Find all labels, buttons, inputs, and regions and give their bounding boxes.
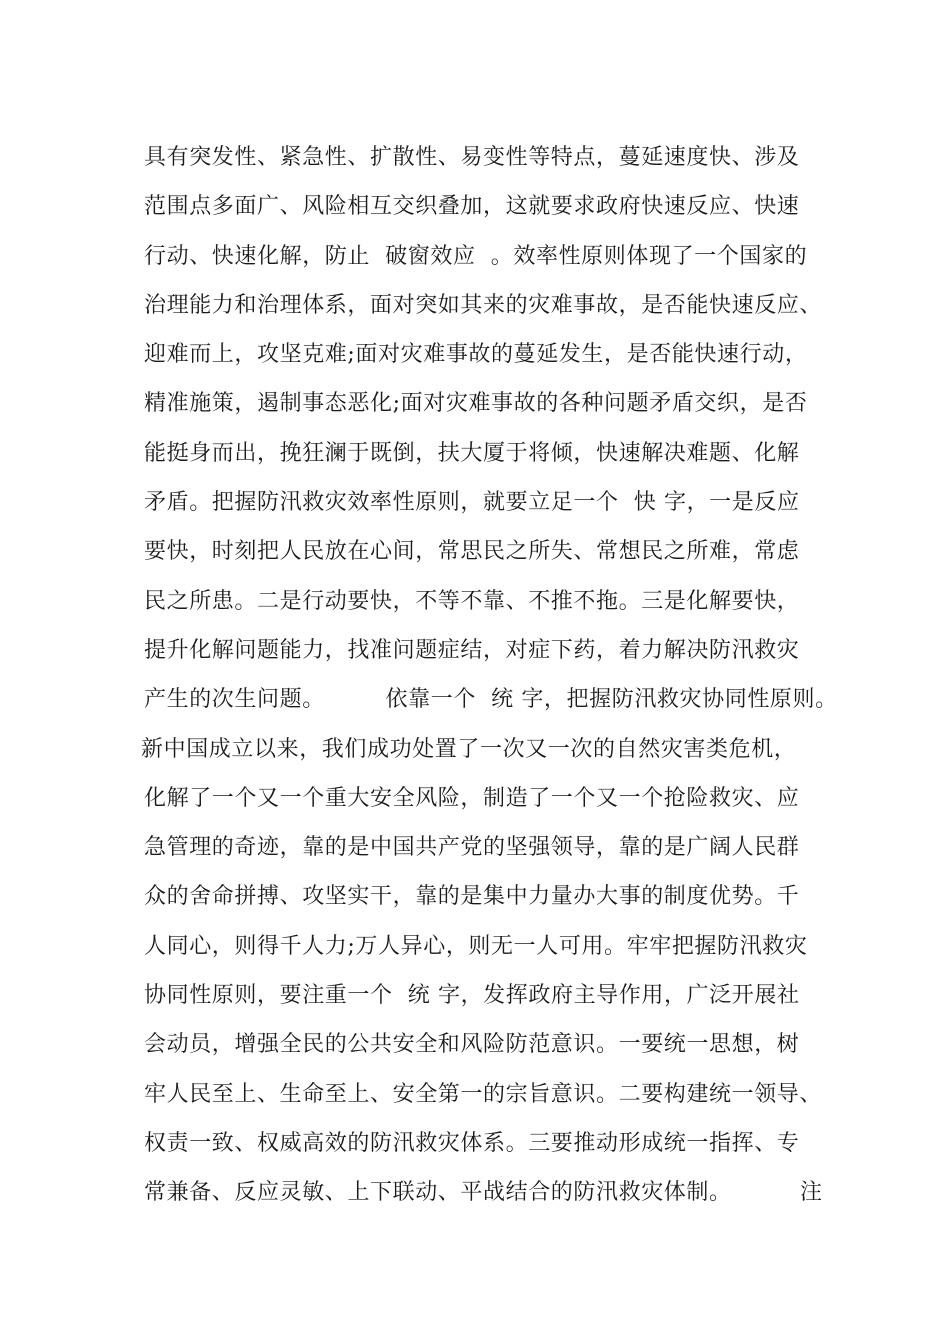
text-line: 矛盾。把握防汛救灾效率性原则，就要立足一个 快 字，一是反应 xyxy=(144,490,800,516)
text-line: 治理能力和治理体系，面对突如其来的灾难事故，是否能快速反应、 xyxy=(144,292,823,318)
text-line: 众的舍命拼搏、攻坚实干，靠的是集中力量办大事的制度优势。千 xyxy=(144,884,800,910)
text-line: 范围点多面广、风险相互交织叠加，这就要求政府快速反应、快速 xyxy=(144,194,800,220)
text-line: 化解了一个又一个重大安全风险，制造了一个又一个抢险救灾、应 xyxy=(144,785,800,811)
text-line: 急管理的奇迹，靠的是中国共产党的坚强领导，靠的是广阔人民群 xyxy=(144,835,800,861)
text-line: 产生的次生问题。 依靠一个 统 字，把握防汛救灾协同性原则。 xyxy=(144,687,838,713)
text-line: 民之所患。二是行动要快，不等不靠、不推不拖。三是化解要快， xyxy=(144,588,800,614)
text-line: 精准施策，遏制事态恶化;面对灾难事故的各种问题矛盾交织，是否 xyxy=(144,391,808,417)
text-line: 能挺身而出，挽狂澜于既倒，扶大厦于将倾，快速解决难题、化解 xyxy=(144,440,800,466)
body-text xyxy=(141,133,838,1218)
text-line: 迎难而上，攻坚克难;面对灾难事故的蔓延发生，是否能快速行动， xyxy=(144,342,808,368)
text-line: 新中国成立以来，我们成功处置了一次又一次的自然灾害类危机， xyxy=(141,736,797,762)
text-line: 人同心，则得千人力;万人异心，则无一人可用。牢牢把握防汛救灾 xyxy=(144,933,808,959)
text-line: 提升化解问题能力，找准问题症结，对症下药，着力解决防汛救灾 xyxy=(144,637,800,663)
text-line: 权责一致、权威高效的防汛救灾体系。三要推动形成统一指挥、专 xyxy=(144,1130,800,1156)
text-line: 行动、快速化解，防止 破窗效应 。效率性原则体现了一个国家的 xyxy=(144,243,808,269)
text-line: 常兼备、反应灵敏、上下联动、平战结合的防汛救灾体制。 注 xyxy=(144,1180,823,1206)
text-line: 协同性原则，要注重一个 统 字，发挥政府主导作用，广泛开展社 xyxy=(144,983,800,1009)
text-line: 牢人民至上、生命至上、安全第一的宗旨意识。二要构建统一领导、 xyxy=(144,1081,823,1107)
text-line: 会动员，增强全民的公共安全和风险防范意识。一要统一思想，树 xyxy=(144,1032,800,1058)
text-line: 具有突发性、紧急性、扩散性、易变性等特点，蔓延速度快、涉及 xyxy=(144,145,800,170)
text-line: 要快，时刻把人民放在心间，常思民之所失、常想民之所难，常虑 xyxy=(144,539,800,565)
